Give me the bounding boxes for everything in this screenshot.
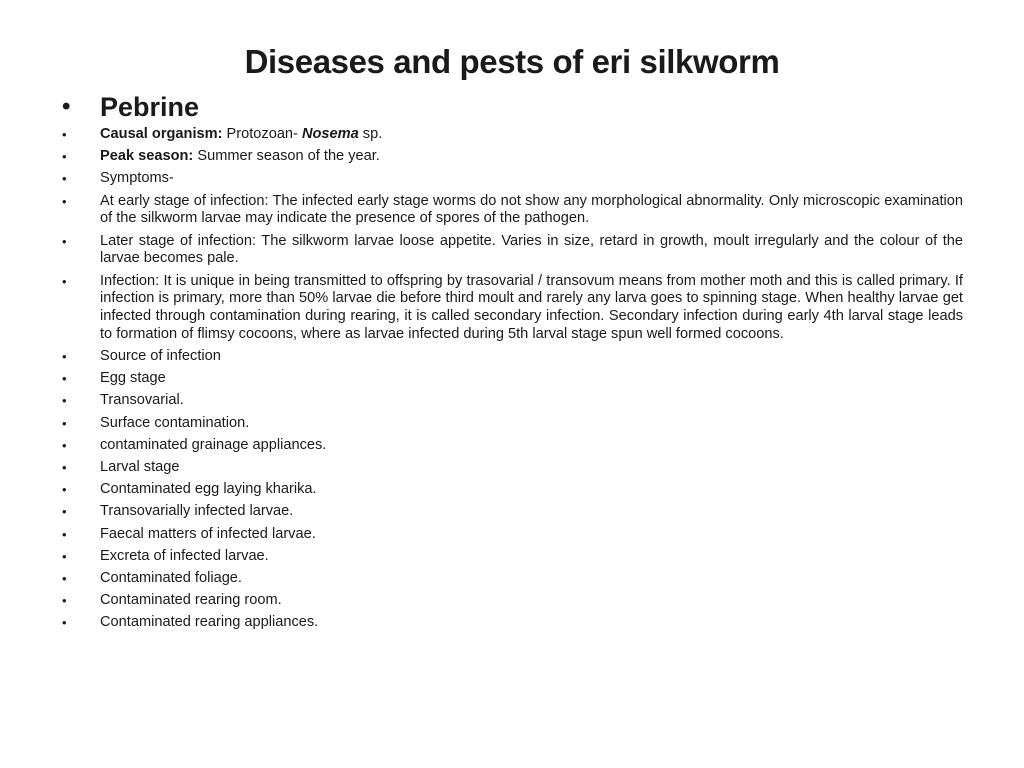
bullet-icon: • <box>62 93 71 120</box>
slide-title: Diseases and pests of eri silkworm <box>244 43 780 80</box>
list-item-text: contaminated grainage appliances. <box>100 436 327 453</box>
bullet-icon: • <box>62 548 67 564</box>
bullet-icon: • <box>62 393 67 409</box>
peak-season-text <box>100 148 963 166</box>
heading-item-pebrine <box>62 90 963 124</box>
bullet-icon: • <box>62 482 67 498</box>
peak-season-label: Peak season: <box>100 148 194 165</box>
list-item <box>62 193 963 229</box>
list-item-text: Later stage of infection: The silkworm larvae loose appetite. Varies in size, retard in growth, moult irregularly and the colour of the larvae becomes pale. <box>100 232 963 267</box>
bullet-icon: • <box>62 349 67 365</box>
list-item-text: Symptoms- <box>100 170 174 187</box>
causal-organism-prefix: Protozoan- <box>222 126 302 142</box>
bullet-icon: • <box>62 570 67 586</box>
list-item <box>62 273 963 344</box>
bullet-icon: • <box>62 127 67 142</box>
list-item-text: Larval stage <box>100 459 180 476</box>
list-item <box>62 392 963 410</box>
bullet-icon: • <box>62 593 67 609</box>
list-item-text: Contaminated foliage. <box>100 569 242 586</box>
bullet-icon: • <box>62 415 67 431</box>
list-item-text: Egg stage <box>100 370 166 387</box>
causal-organism-suffix: sp. <box>358 126 383 142</box>
bullet-icon: • <box>62 615 67 631</box>
list-item-text: Transovarial. <box>100 392 184 409</box>
list-item <box>62 503 963 521</box>
bullet-icon: • <box>62 371 67 387</box>
causal-organism-label: Causal organism: <box>100 126 223 142</box>
list-item-peak-season <box>62 148 963 166</box>
bullet-list <box>62 90 963 637</box>
list-item <box>62 459 963 477</box>
list-item <box>62 592 963 610</box>
bullet-icon: • <box>62 460 67 476</box>
causal-organism-genus: Nosema <box>301 126 359 142</box>
list-item-text: Surface contamination. <box>100 414 250 431</box>
list-item <box>62 481 963 499</box>
peak-season-value: Summer season of the year. <box>193 148 380 165</box>
bullet-icon: • <box>62 273 67 289</box>
bullet-icon: • <box>62 504 67 520</box>
list-item <box>62 437 963 455</box>
list-item <box>62 348 963 366</box>
list-item-text: Contaminated egg laying kharika. <box>100 481 317 498</box>
causal-organism-text <box>100 126 963 144</box>
bullet-icon: • <box>62 193 67 209</box>
bullet-icon: • <box>62 437 67 453</box>
bullet-icon: • <box>62 233 67 249</box>
bullet-icon: • <box>62 149 67 165</box>
list-item-text: Contaminated rearing room. <box>100 592 282 609</box>
list-item <box>62 233 963 269</box>
list-item-text: At early stage of infection: The infected early stage worms do not show any morphological abnormality. Only microscopic examination of the silkworm larvae may indicate the presence of spores of the pathogen. <box>100 192 963 227</box>
list-item-text: Excreta of infected larvae. <box>100 547 269 564</box>
list-item <box>62 370 963 388</box>
disease-heading: Pebrine <box>100 92 200 122</box>
list-item-text: Contaminated rearing appliances. <box>100 614 319 631</box>
list-item-text: Faecal matters of infected larvae. <box>100 525 316 542</box>
list-item-causal-organism <box>62 126 963 144</box>
list-item <box>62 614 963 632</box>
list-item <box>62 415 963 433</box>
bullet-icon: • <box>62 171 67 187</box>
bullet-icon: • <box>62 526 67 542</box>
list-item <box>62 170 963 188</box>
list-item <box>62 548 963 566</box>
list-item-text: Infection: It is unique in being transmitted to offspring by trasovarial / transovum means from mother moth and this is called primary. If infection is primary, more than 50% larvae die before third moult and rarely any larva goes to spinning stage. When healthy larvae get infected through contamination during rearing, it is called secondary infection. Secondary infection during early 4th larval stage leads to formation of flimsy cocoons, where as larvae infected during 5th larval stage spun well formed cocoons. <box>100 272 963 342</box>
list-item-text: Transovarially infected larvae. <box>100 503 294 520</box>
list-item <box>62 526 963 544</box>
list-item <box>62 570 963 588</box>
list-item-text: Source of infection <box>100 348 221 365</box>
